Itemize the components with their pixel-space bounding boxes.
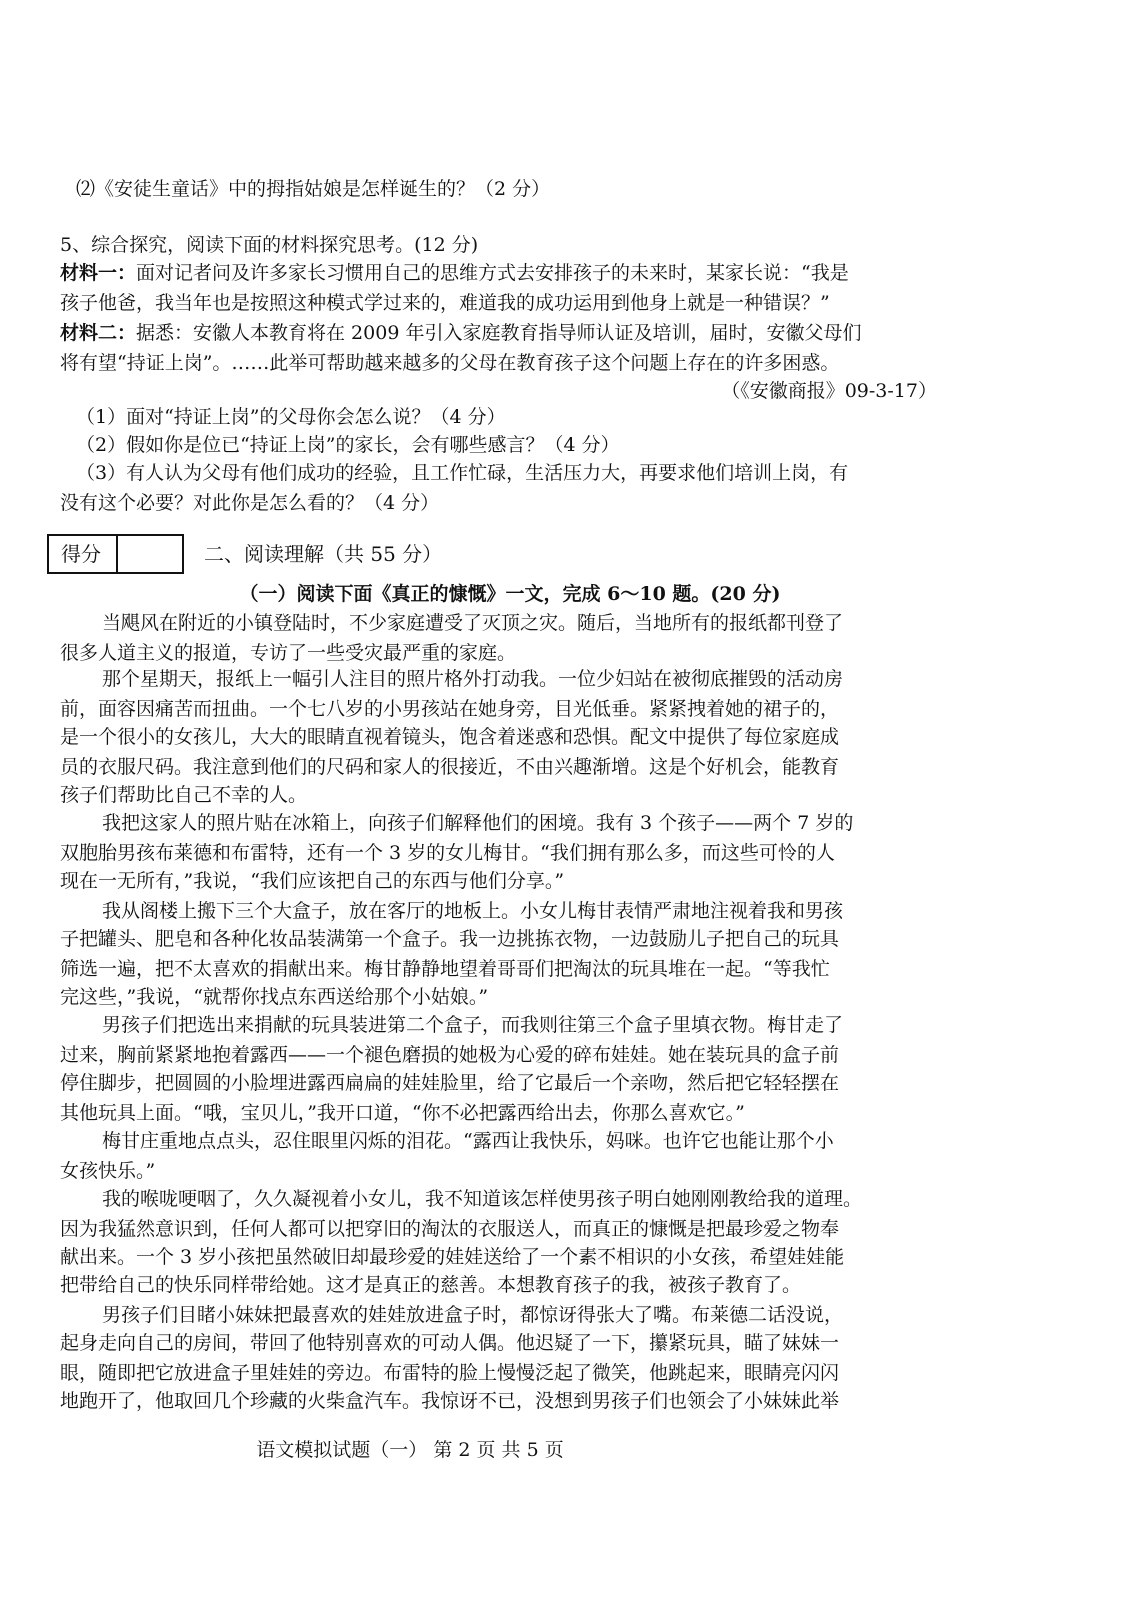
passage-line: 前，面容因痛苦而扭曲。一个七八岁的小男孩站在她身旁，目光低垂。紧紧拽着她的裙子的， — [60, 698, 840, 720]
material-1-text-1: 面对记者问及许多家长习惯用自己的思维方式去安排孩子的未来时，某家长说：“我是 — [136, 262, 849, 284]
passage-line: 其他玩具上面。“哦，宝贝儿，”我开口道，“你不必把露西给出去，你那么喜欢它。” — [60, 1102, 745, 1124]
score-label: 得分 — [61, 542, 101, 566]
passage-line: 起身走向自己的房间，带回了他特别喜欢的可动人偶。他迟疑了一下，攥紧玩具，瞄了妹妹一 — [60, 1332, 840, 1354]
question-5-2: （2）假如你是位已“持证上岗”的家长，会有哪些感言？（4 分） — [76, 434, 620, 456]
passage-line: 女孩快乐。” — [60, 1160, 156, 1182]
passage-line: 男孩子们把选出来捐献的玩具装进第二个盒子，而我则往第三个盒子里填衣物。梅甘走了 — [102, 1014, 844, 1036]
page-footer: 语文模拟试题（一） 第 2 页 共 5 页 — [256, 1439, 564, 1461]
passage-line: 过来，胸前紧紧地抱着露西——一个褪色磨损的她极为心爱的碎布娃娃。她在装玩具的盒子前 — [60, 1044, 840, 1066]
passage-line: 梅甘庄重地点点头，忍住眼里闪烁的泪花。“露西让我快乐，妈咪。也许它也能让那个小 — [102, 1130, 834, 1152]
passage-line: 停住脚步，把圆圆的小脸埋进露西扁扁的娃娃脸里，给了它最后一个亲吻，然后把它轻轻摆在 — [60, 1072, 840, 1094]
passage-line: 完这些，”我说，“就帮你找点东西送给那个小姑娘。” — [60, 986, 489, 1008]
material-2-line-2: 将有望“持证上岗”。……此举可帮助越来越多的父母在教育孩子这个问题上存在的许多困惑。 — [60, 352, 840, 374]
passage-line: 当飓风在附近的小镇登陆时，不少家庭遭受了灭顶之灾。随后，当地所有的报纸都刊登了 — [102, 612, 844, 634]
passage-line: 筛选一遍，把不太喜欢的捐献出来。梅甘静静地望着哥哥们把淘汰的玩具堆在一起。“等我忙 — [60, 958, 830, 980]
passage-line: 现在一无所有，”我说，“我们应该把自己的东西与他们分享。” — [60, 870, 565, 892]
question-4-2: ⑵《安徒生童话》中的拇指姑娘是怎样诞生的？（2 分） — [76, 178, 551, 200]
question-5-3-line-2: 没有这个必要？对此你是怎么看的？（4 分） — [60, 492, 440, 514]
passage-line: 很多人道主义的报道，专访了一些受灾最严重的家庭。 — [60, 642, 517, 664]
score-box — [47, 534, 184, 574]
passage-line: 献出来。一个 3 岁小孩把虽然破旧却最珍爱的娃娃送给了一个素不相识的小女孩，希望娃娃能 — [60, 1246, 845, 1268]
question-5-3-line-1: （3）有人认为父母有他们成功的经验，且工作忙碌，生活压力大，再要求他们培训上岗，有 — [76, 462, 849, 484]
question-5-header: 5、综合探究，阅读下面的材料探究思考。(12 分) — [60, 234, 479, 256]
passage-line: 员的衣服尺码。我注意到他们的尺码和家人的很接近，不由兴趣渐增。这是个好机会，能教育 — [60, 756, 840, 778]
passage-line: 因为我猛然意识到，任何人都可以把穿旧的淘汰的衣服送人，而真正的慷慨是把最珍爱之物奉 — [60, 1218, 840, 1240]
material-2-text-1: 据悉：安徽人本教育将在 2009 年引入家庭教育指导师认证及培训，届时，安徽父母们 — [136, 322, 862, 344]
passage-line: 双胞胎男孩布莱德和布雷特，还有一个 3 岁的女儿梅甘。“我们拥有那么多，而这些可怜的人 — [60, 842, 835, 864]
passage-line: 眼，随即把它放进盒子里娃娃的旁边。布雷特的脸上慢慢泛起了微笑，他跳起来，眼睛亮闪闪 — [60, 1362, 840, 1384]
passage-line: 子把罐头、肥皂和各种化妆品装满第一个盒子。我一边挑拣衣物，一边鼓励儿子把自己的玩具 — [60, 928, 840, 950]
material-1-label: 材料一： — [60, 262, 137, 284]
passage-line: 我把这家人的照片贴在冰箱上，向孩子们解释他们的困境。我有 3 个孩子——两个 7 岁的 — [102, 812, 854, 834]
passage-line: 我从阁楼上搬下三个大盒子，放在客厅的地板上。小女儿梅甘表情严肃地注视着我和男孩 — [102, 900, 844, 922]
question-5-1: （1）面对“持证上岗”的父母你会怎么说？（4 分） — [76, 406, 506, 428]
material-1-line-2: 孩子他爸，我当年也是按照这种模式学过来的，难道我的成功运用到他身上就是一种错误？” — [60, 292, 830, 314]
reading-1-title: （一）阅读下面《真正的慷慨》一文，完成 6～10 题。(20 分) — [239, 583, 781, 605]
passage-line: 把带给自己的快乐同样带给她。这才是真正的慈善。本想教育孩子的我，被孩子教育了。 — [60, 1274, 802, 1296]
material-2-line-1 — [60, 318, 1060, 348]
section-2-title: 二、阅读理解（共 55 分） — [204, 542, 443, 566]
material-2-label: 材料二： — [60, 322, 137, 344]
passage-line: 男孩子们目睹小妹妹把最喜欢的娃娃放进盒子时，都惊讶得张大了嘴。布莱德二话没说， — [102, 1304, 844, 1326]
passage-line: 我的喉咙哽咽了，久久凝视着小女儿，我不知道该怎样使男孩子明白她刚刚教给我的道理。 — [102, 1188, 863, 1210]
passage-line: 那个星期天，报纸上一幅引人注目的照片格外打动我。一位少妇站在被彻底摧毁的活动房 — [102, 668, 844, 690]
material-source: （《安徽商报》09-3-17） — [721, 380, 937, 402]
passage-line: 孩子们帮助比自己不幸的人。 — [60, 784, 308, 806]
score-box-divider — [116, 536, 118, 572]
material-1-line-1 — [60, 258, 1060, 288]
passage-line: 地跑开了，他取回几个珍藏的火柴盒汽车。我惊讶不已，没想到男孩子们也领会了小妹妹此举 — [60, 1390, 840, 1412]
passage-line: 是一个很小的女孩儿，大大的眼睛直视着镜头，饱含着迷惑和恐惧。配文中提供了每位家庭成 — [60, 726, 840, 748]
